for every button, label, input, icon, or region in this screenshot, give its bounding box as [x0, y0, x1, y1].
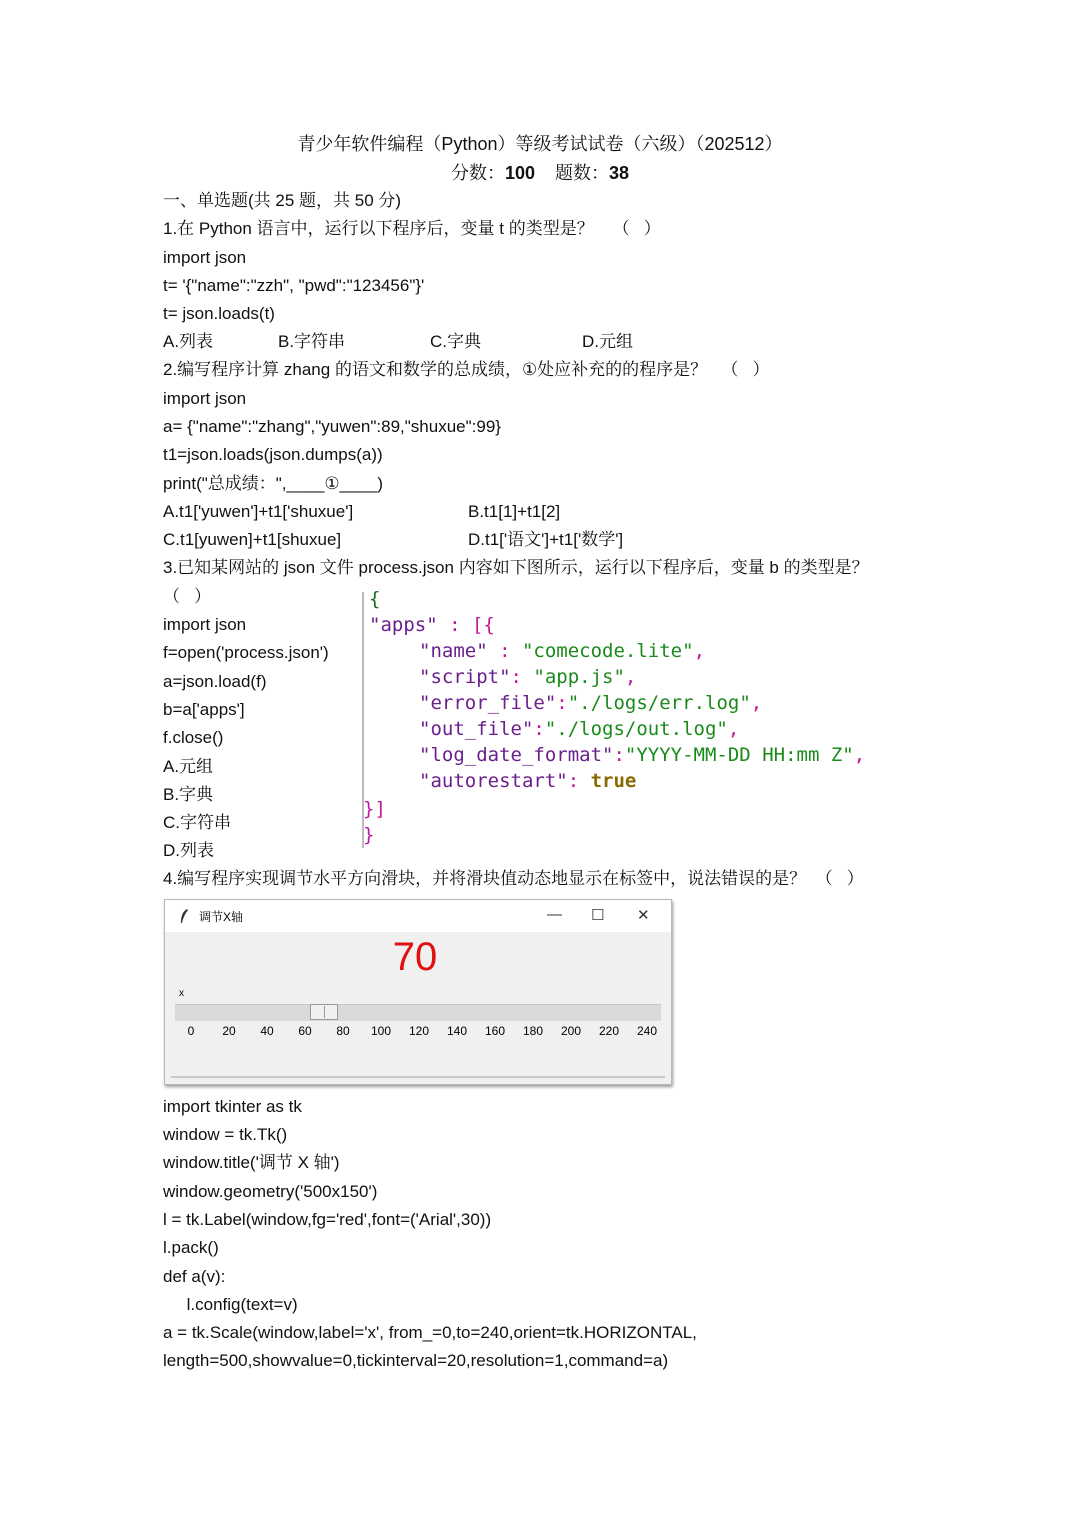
scale-tick-label: 40: [260, 1024, 274, 1038]
q2-option-c[interactable]: C.t1[yuwen]+t1[shuxue]: [163, 530, 342, 549]
value-label: 70: [392, 935, 438, 979]
json-value: true: [590, 770, 637, 792]
json-sep: :: [556, 692, 568, 714]
json-sep: :: [533, 718, 545, 740]
json-apps-line: [369, 612, 495, 638]
q3-code-line: f=open('process.json'): [163, 643, 329, 662]
score-value: 100: [504, 163, 535, 183]
count-label: 题数：: [555, 163, 610, 183]
scale-tick-label: 240: [636, 1024, 658, 1038]
q4-code-line: length=500,showvalue=0,tickinterval=20,resolution=1,command=a): [163, 1351, 669, 1370]
scale-tick-label: 60: [298, 1024, 312, 1038]
score-summary: [0, 161, 1080, 185]
minimize-button[interactable]: —: [547, 906, 562, 923]
q1-code-line: t= json.loads(t): [163, 304, 275, 323]
json-sep: :: [613, 744, 625, 766]
q1-code-line: import json: [163, 248, 247, 267]
q1-code-line: t= '{"name":"zzh", "pwd":"123456"}': [163, 276, 425, 295]
json-value: "./logs/out.log": [544, 718, 728, 740]
json-sep: :: [567, 770, 591, 792]
json-value: "./logs/err.log": [567, 692, 751, 714]
q3-code-line: import json: [163, 615, 247, 634]
json-comma: ,: [693, 640, 706, 662]
q3-code-line: f.close(): [163, 728, 224, 747]
json-code-image: [359, 586, 899, 854]
q4-code-line: l = tk.Label(window,fg='red',font=('Arial',30)): [163, 1210, 492, 1229]
score-label: 分数：: [450, 163, 505, 183]
json-key: "autorestart": [419, 770, 568, 792]
q1-option-b[interactable]: B.字符串: [278, 332, 346, 351]
scale-tick-label: 160: [484, 1024, 506, 1038]
close-button[interactable]: ✕: [637, 907, 650, 924]
json-key: "error_file": [419, 692, 557, 714]
count-value: 38: [609, 163, 630, 183]
maximize-button[interactable]: ☐: [591, 907, 605, 924]
q4-code-line: l.pack(): [163, 1238, 219, 1257]
scale-tick-label: 100: [370, 1024, 392, 1038]
q3-option-c[interactable]: C.字符串: [163, 813, 231, 832]
q3-option-a[interactable]: A.元组: [163, 757, 214, 776]
json-comma: ,: [624, 666, 637, 688]
json-line: [419, 742, 865, 768]
tk-window-screenshot: [164, 899, 672, 1085]
json-key: "apps": [369, 614, 438, 636]
page-title: [0, 132, 1080, 156]
json-value: "YYYY-MM-DD HH:mm Z": [624, 744, 854, 766]
json-close-bracket: }]: [363, 798, 386, 820]
json-sep: : [{: [437, 614, 495, 636]
exam-title: 青少年软件编程（Python）等级考试试卷（六级）（202512）: [297, 134, 783, 154]
json-comma: ,: [853, 744, 866, 766]
q4-stem: 4.编写程序实现调节水平方向滑块，并将滑块值动态地显示在标签中，说法错误的是？ （ ）: [163, 869, 864, 888]
q1-option-d[interactable]: D.元组: [582, 332, 633, 351]
json-key: "script": [419, 666, 511, 688]
q4-code-line: def a(v):: [163, 1267, 226, 1286]
json-line: [419, 638, 705, 664]
q2-code-line: a= {"name":"zhang","yuwen":89,"shuxue":99}: [163, 417, 501, 436]
q1-stem: 1.在 Python 语言中，运行以下程序后，变量 t 的类型是？ （ ）: [163, 219, 661, 238]
json-key: "name": [419, 640, 488, 662]
json-value: "comecode.lite": [521, 640, 694, 662]
json-value: "app.js": [533, 666, 625, 688]
json-line: [419, 768, 636, 794]
q3-answer-paren: （ ）: [163, 587, 212, 606]
q4-code-line: window.title('调节 X 轴'): [163, 1153, 340, 1172]
json-comma: ,: [750, 692, 763, 714]
scale-tick-label: 80: [336, 1024, 350, 1038]
q2-code-line: print("总成绩：",____①____): [163, 474, 384, 493]
scale-slider-handle[interactable]: [310, 1004, 338, 1020]
scale-tick-label: 0: [187, 1024, 195, 1038]
scale-label: x: [179, 988, 184, 999]
q4-code-line: window.geometry('500x150'): [163, 1182, 378, 1201]
q4-code-line: l.config(text=v): [163, 1295, 298, 1314]
q3-code-line: b=a['apps']: [163, 700, 245, 719]
scale-trough[interactable]: [175, 1004, 661, 1021]
q1-option-c[interactable]: C.字典: [430, 332, 481, 351]
q3-option-b[interactable]: B.字典: [163, 785, 214, 804]
q2-option-d[interactable]: D.t1['语文']+t1['数学']: [468, 530, 624, 549]
scale-tick-label: 180: [522, 1024, 544, 1038]
q1-option-a[interactable]: A.列表: [163, 332, 214, 351]
window-titlebar: [165, 900, 671, 932]
window-title: 调节X轴: [199, 910, 244, 924]
scale-tick-label: 140: [446, 1024, 468, 1038]
q4-code-line: a = tk.Scale(window,label='x', from_=0,to=240,orient=tk.HORIZONTAL,: [163, 1323, 697, 1342]
json-key: "out_file": [419, 718, 534, 740]
q4-code-line: import tkinter as tk: [163, 1097, 302, 1116]
json-line: [419, 690, 762, 716]
q2-stem: 2.编写程序计算 zhang 的语文和数学的总成绩，①处应补充的的程序是？ （ ）: [163, 360, 770, 379]
json-close-brace: }: [363, 824, 375, 846]
q3-option-d[interactable]: D.列表: [163, 841, 214, 860]
q3-stem: 3.已知某网站的 json 文件 process.json 内容如下图所示，运行以下程序后，变量 b 的类型是？: [163, 558, 869, 577]
json-sep: :: [487, 640, 522, 662]
scale-tick-label: 200: [560, 1024, 582, 1038]
json-key: "log_date_format": [419, 744, 614, 766]
json-sep: :: [510, 666, 534, 688]
json-line: [419, 716, 739, 742]
scale-tick-label: 20: [222, 1024, 236, 1038]
scale-tick-label: 220: [598, 1024, 620, 1038]
feather-icon: [179, 908, 189, 924]
q2-code-line: import json: [163, 389, 247, 408]
q2-code-line: t1=json.loads(json.dumps(a)): [163, 445, 383, 464]
q4-code-line: window = tk.Tk(): [163, 1125, 288, 1144]
q2-option-a[interactable]: A.t1['yuwen']+t1['shuxue']: [163, 502, 354, 521]
q2-option-b[interactable]: B.t1[1]+t1[2]: [468, 502, 561, 521]
json-line: [419, 664, 636, 690]
scale-tick-label: 120: [408, 1024, 430, 1038]
q3-code-line: a=json.load(f): [163, 672, 267, 691]
json-open-brace: {: [369, 588, 381, 610]
window-bottom-edge: [171, 1076, 665, 1078]
section-heading: 一、单选题(共 25 题，共 50 分): [163, 191, 402, 210]
json-comma: ,: [727, 718, 740, 740]
